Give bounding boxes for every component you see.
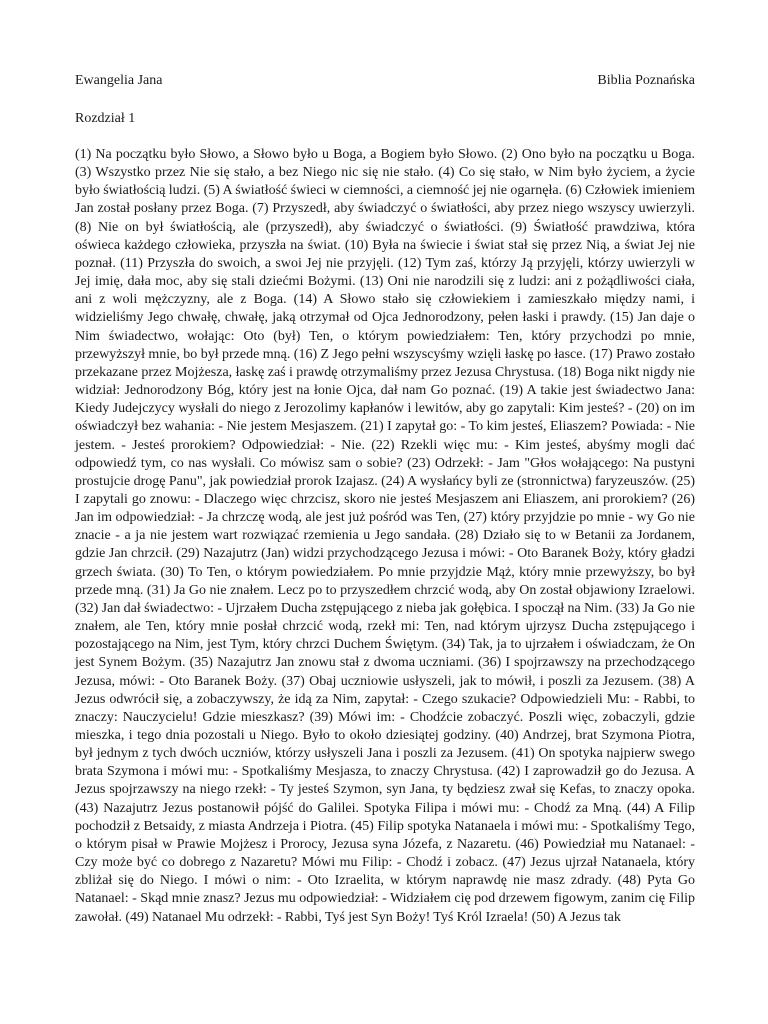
book-title: Ewangelia Jana <box>75 73 163 88</box>
page-header <box>75 72 695 90</box>
document-page <box>75 72 695 927</box>
bible-edition: Biblia Poznańska <box>597 73 695 88</box>
chapter-body-text: (1) Na początku było Słowo, a Słowo było u Boga, a Bogiem było Słowo. (2) Ono było na początku u Boga. (3) Wszystko przez Nie się stało, a bez Niego nic się nie stało. (4) Co się stało, w Nim było życiem, a życie było światłością ludzi. (5) A światłość świeci w ciemności, a ciemność jej nie ogarnęła. (6) Człowiek imieniem Jan został posłany przez Boga. (7) Przyszedł, aby świadczyć o światłości, aby przez niego wszyscy uwierzyli. (8) Nie on był światłością, ale (przyszedł), aby świadczyć o światłości. (9) Światłość prawdziwa, która oświeca każdego człowieka, przyszła na świat. (10) Była na świecie i świat stał się przez Nią, a świat Jej nie poznał. (11) Przyszła do swoich, a swoi Jej nie przyjęli. (12) Tym zaś, którzy Ją przyjęli, którzy uwierzyli w Jej imię, dała moc, aby się stali dziećmi Bożymi. (13) Oni nie narodzili się z ludzi: ani z pożądliwości ciała, ani z woli mężczyzny, ale z Boga. (14) A Słowo stało się człowiekiem i zamieszkało między nami, i widzieliśmy Jego chwałę, chwałę, jaką otrzymał od Ojca Jednorodzony, pełen łaski i prawdy. (15) Jan daje o Nim świadectwo, wołając: Oto (był) Ten, o którym powiedziałem: Ten, który przychodzi po mnie, przewyższył mnie, bo był przede mną. (16) Z Jego pełni wszyscyśmy wzięli łaskę po łasce. (17) Prawo zostało przekazane przez Mojżesza, łaskę zaś i prawdę otrzymaliśmy przez Jezusa Chrystusa. (18) Boga nikt nigdy nie widział: Jednorodzony Bóg, który jest na łonie Ojca, dał nam Go poznać. (19) A takie jest świadectwo Jana: Kiedy Judejczycy wysłali do niego z Jerozolimy kapłanów i lewitów, aby go zapytali: Kim jesteś? - (20) on im oświadczył bez wahania: - Nie jestem Mesjaszem. (21) I zapytał go: - To kim jesteś, Eliaszem? Powiada: - Nie jestem. - Jesteś prorokiem? Odpowiedział: - Nie. (22) Rzekli więc mu: - Kim jesteś, abyśmy mogli dać odpowiedź tym, co nas wysłali. Co mówisz sam o sobie? (23) Odrzekł: - Jam "Głos wołającego: Na pustyni prostujcie drogę Panu", jak powiedział prorok Izajasz. (24) A wysłańcy byli ze (stronnictwa) faryzeuszów. (25) I zapytali go znowu: - Dlaczego więc chrzcisz, skoro nie jesteś Mesjaszem ani Eliaszem, ani prorokiem? (26) Jan im odpowiedział: - Ja chrzczę wodą, ale jest już pośród was Ten, (27) który przyjdzie po mnie - wy Go nie znacie - a ja nie jestem wart rozwiązać rzemienia u Jego sandała. (28) Działo się to w Betanii za Jordanem, gdzie Jan chrzcił. (29) Nazajutrz (Jan) widzi przychodzącego Jezusa i mówi: - Oto Baranek Boży, który gładzi grzech świata. (30) To Ten, o którym powiedziałem. Po mnie przyjdzie Mąż, który mnie przewyższy, bo był przede mną. (31) Ja Go nie znałem. Lecz po to przyszedłem chrzcić wodą, aby On został objawiony Izraelowi. (32) Jan dał świadectwo: - Ujrzałem Ducha zstępującego z nieba jak gołębica. I spoczął na Nim. (33) Ja Go nie znałem, ale Ten, który mnie posłał chrzcić wodą, rzekł mi: Ten, nad którym ujrzysz Ducha zstępującego i pozostającego na Nim, jest Tym, który chrzci Duchem Świętym. (34) Tak, ja to ujrzałem i oświadczam, że On jest Synem Bożym. (35) Nazajutrz Jan znowu stał z dwoma uczniami. (36) I spojrzawszy na przechodzącego Jezusa, mówi: - Oto Baranek Boży. (37) Obaj uczniowie usłyszeli, jak to mówił, i poszli za Jezusem. (38) A Jezus odwrócił się, a zobaczywszy, że idą za Nim, zapytał: - Czego szukacie? Odpowiedzieli Mu: - Rabbi, to znaczy: Nauczycielu! Gdzie mieszkasz? (39) Mówi im: - Chodźcie zobaczyć. Poszli więc, zobaczyli, gdzie mieszka, i tego dnia pozostali u Niego. Było to około dziesiątej godziny. (40) Andrzej, brat Szymona Piotra, był jednym z tych dwóch uczniów, którzy usłyszeli Jana i poszli za Jezusem. (41) On spotyka najpierw swego brata Szymona i mówi mu: - Spotkaliśmy Mesjasza, to znaczy Chrystusa. (42) I zaprowadził go do Jezusa. A Jezus spojrzawszy na niego rzekł: - Ty jesteś Szymon, syn Jana, ty będziesz zwał się Kefas, to znaczy opoka. (43) Nazajutrz Jezus postanowił pójść do Galilei. Spotyka Filipa i mówi mu: - Chodź za Mną. (44) A Filip pochodził z Betsaidy, z miasta Andrzeja i Piotra. (45) Filip spotyka Natanaela i mówi mu: - Spotkaliśmy Tego, o którym pisał w Prawie Mojżesz i Prorocy, Jezusa syna Józefa, z Nazaretu. (46) Powiedział mu Natanael: - Czy może być co dobrego z Nazaretu? Mówi mu Filip: - Chodź i zobacz. (47) Jezus ujrzał Natanaela, który zbliżał się do Niego. I mówi o nim: - Oto Izraelita, w którym naprawdę nie masz zdrady. (48) Pyta Go Natanael: - Skąd mnie znasz? Jezus mu odpowiedział: - Widziałem cię pod drzewem figowym, zanim cię Filip zawołał. (49) Natanael Mu odrzekł: - Rabbi, Tyś jest Syn Boży! Tyś Król Izraela! (50) A Jezus tak <box>75 147 695 925</box>
chapter-heading: Rozdział 1 <box>75 111 136 126</box>
